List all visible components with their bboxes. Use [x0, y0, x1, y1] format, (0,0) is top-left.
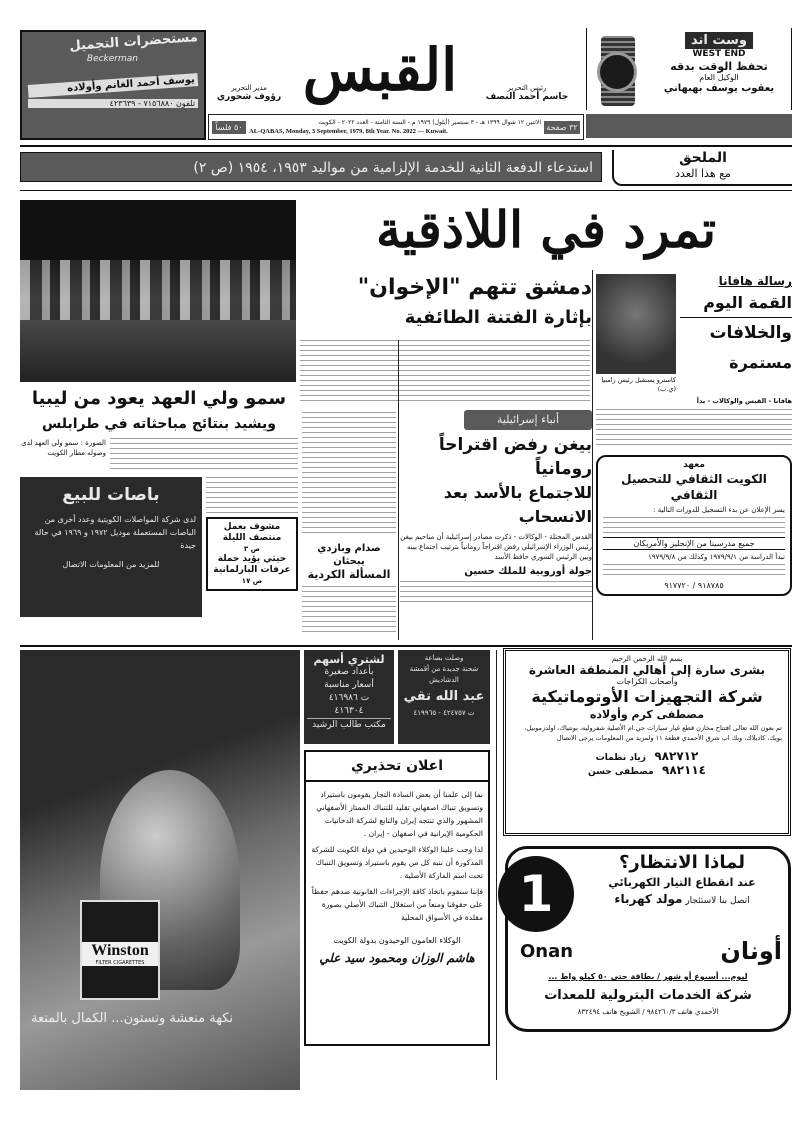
- agent-label: الوكيل العام: [699, 73, 739, 82]
- number-one-badge: 1: [498, 856, 574, 932]
- headline-line-1: صدام وبازدي يبحثان: [317, 543, 381, 567]
- ad-line-1: بأعداد صغيرة: [324, 667, 374, 677]
- begin-text: [400, 581, 592, 605]
- ad-line-1: عند انقطاع التيار الكهربائي: [608, 876, 756, 889]
- ad-teachers: جميع مدرسينا من الإنجليز والأمريكان: [603, 537, 785, 550]
- israel-news-tag: أنباء إسرائيلية: [464, 410, 592, 430]
- editor-in-chief-name: جاسم أحمد النصف: [485, 92, 569, 102]
- date-english: AL-QABAS, Monday, 3 September, 1979, 8th Year. No. 2022 — Kuwait.: [249, 128, 448, 135]
- ad-line-3: الدشاديش: [429, 676, 459, 684]
- index-page-2: ص ١٧: [241, 577, 263, 585]
- ad-phones: الأحمدي هاتف ٩٨٤٢٦٠/٣ / الشويخ هاتف ٨٣٢٤٩٤: [577, 1008, 719, 1016]
- cigarette-pack: [80, 900, 160, 1000]
- headline-line-3: مستمرة: [729, 353, 792, 372]
- ad-headline: مستحضرات التجميل: [69, 30, 199, 55]
- agent-name: يعقوب يوسف بهبهاني: [663, 83, 775, 94]
- ad-basmala: بسم الله الرحمن الرحيم: [611, 655, 683, 663]
- slogan: تحفظ الوقت بدقه: [670, 60, 768, 73]
- main-story-text: [300, 340, 590, 405]
- ad-body: لدى شركة المواصلات الكويتية وعدد أخرى من الباصات المستعملة موديل ١٩٧٢ و ١٩٦٩ في حالة جيدة: [34, 515, 196, 550]
- page-count-badge: ٣٢ صفحة: [544, 121, 580, 134]
- middle-column-text: [302, 412, 396, 537]
- havana-headline[interactable]: [680, 274, 792, 394]
- ad-contact: للمزيد من المعلومات الاتصال: [62, 560, 160, 569]
- headline-line-2: للاجتماع بالأسد بعد الانسحاب: [443, 483, 592, 526]
- left-column: [20, 385, 298, 617]
- supplement-box[interactable]: [612, 150, 792, 186]
- headline-line-2: والخلافات: [680, 317, 792, 348]
- ad-title: لماذا الانتظار؟: [618, 852, 746, 873]
- ad-phone-2: ٤١٦٣٠٤: [334, 706, 364, 716]
- phone-1: ٩٨٢٧١٢: [654, 749, 699, 763]
- brand-ar: وست اند: [685, 32, 753, 49]
- havana-text: [596, 409, 792, 449]
- ad-line-1: بشرى سارة إلى أهالي المنطقة العاشرة: [528, 663, 766, 677]
- ad-signature-label: الوكلاء العامون الوحيدون بدولة الكويت: [333, 936, 461, 945]
- ad-office: مكتب طالب الرشيد: [307, 718, 391, 732]
- editor-in-chief: [482, 84, 572, 102]
- index-item-1: مشوف بعمل منتصف الليلة: [222, 522, 282, 543]
- havana-dateline: هافانا - القبس والوكالات - بدأ: [696, 397, 792, 405]
- headline-line-2: بإثارة الفتنة الطائفية: [404, 307, 592, 328]
- index-item-2: حيثي يؤيد حملة عرفات البارلمانية: [213, 554, 291, 575]
- managing-editor-label: مدير التحرير: [231, 84, 267, 92]
- ad-intro: يسر الإعلان عن بدء التسجيل للدورات التالية :: [653, 506, 785, 514]
- headline-line-2: ويشيد بنتائج مباحثاته في طرابلس: [41, 416, 277, 432]
- ad-signature: هاشم الوزان ومحمود سيد علي: [319, 951, 475, 965]
- ad-line-1: وصلت بضاعة: [424, 654, 464, 662]
- ad-phones: ٩١٨٧٨٥ / ٩١٧٧٢٠: [664, 581, 724, 590]
- brand-ar: أونان: [720, 937, 782, 965]
- contact-1: زياد نظمات: [595, 753, 646, 763]
- headline-line-1: بيغن رفض اقتراحاً رومانياً: [438, 435, 592, 479]
- headline-line-1: دمشق تتهم "الإخوان": [357, 275, 592, 300]
- phone-2: ٩٨٢١١٤: [662, 763, 706, 777]
- officials-photo: [20, 200, 296, 382]
- begin-headline[interactable]: [400, 433, 592, 529]
- ad-title: الكويت الثقافي للتحصيل الثقافي: [621, 472, 767, 502]
- brand-en: Onan: [520, 940, 574, 962]
- ad-company: شركة الخدمات البترولية للمعدات: [544, 988, 752, 1003]
- main-headline[interactable]: تمرد في اللاذقية: [375, 200, 717, 259]
- ad-name: عبد الله تقي: [403, 689, 485, 704]
- saddam-story-text: [302, 586, 396, 636]
- headline-line-1: القمة اليوم: [703, 293, 792, 312]
- crown-prince-text-2: [206, 477, 298, 513]
- editor-in-chief-label: رئيس التحرير: [507, 84, 547, 92]
- kuwait-institute-ad[interactable]: [596, 455, 792, 596]
- ad-body-3: فإننا سنقوم باتخاذ كافة الإجراءات القانونية ضدهم حفظاً على حقوقنا ومنعاً من استغلال التنباك الأصلي بصورة مقلدة في الأسواق المحلية: [311, 887, 483, 922]
- ad-company: شركة التجهيزات الأوتوماتيكية: [531, 687, 763, 706]
- price-badge: ٥٠ فلساً: [212, 121, 246, 134]
- fabric-ad[interactable]: [398, 650, 490, 744]
- saddam-story-headline[interactable]: [302, 542, 396, 582]
- ad-body: تم بعون الله تعالى افتتاح مخازن قطع غيار سيارات جي.ام الأصلية شفروليه، بونتياك، اولدزموبيل، بويك، كاديلاك، وبك اب شرق الأحمدي قطعة ١١ ولمزيد من المعلومات يرجى الاتصال: [524, 724, 782, 742]
- index-box[interactable]: [206, 517, 298, 591]
- ad-body-1: نما إلى علمنا أن بعض السادة التجار يقومون باستيراد وتسويق تنباك اصفهاني تقليد للتنباك الممتاز الأصفهاني المشهور والذي تنتجه إيران والتابع لشركة الدخانيات الحكومية الإيرانية في اصفهان - إيران .: [316, 790, 483, 838]
- ad-phone: تلفون ٧١٥٦٨٨٠ - ٤٢٣٦٣٩: [28, 99, 198, 108]
- supplement-sub: مع هذا العدد: [675, 167, 731, 180]
- ad-owner: مصطفى كرم وأولاده: [589, 708, 705, 721]
- crown-prince-headline[interactable]: [20, 385, 298, 435]
- onan-brand-row: [520, 937, 782, 965]
- ad-company: يوسف أحمد الغانم وأولاده: [28, 73, 198, 98]
- damascus-headline[interactable]: [300, 272, 592, 332]
- kicker: رسالة هافانا: [718, 274, 792, 288]
- conscription-banner[interactable]: [20, 152, 602, 182]
- generator-ad-content: [578, 852, 786, 906]
- ad-product: مولد كهرباء: [614, 892, 683, 906]
- ad-line-2: اتصل بنا لاستئجار: [685, 896, 750, 906]
- shares-ad[interactable]: [304, 650, 394, 744]
- index-page-1: ص ٣: [243, 545, 261, 553]
- ad-terms: ليوم... أسبوع أو شهر / بطاقة حتى ٥٠ كيلو واط ...: [548, 972, 748, 981]
- managing-editor: [214, 84, 284, 102]
- winston-ad[interactable]: [20, 650, 300, 1090]
- ad-line-2: شحنة جديدة من أقمشة: [409, 665, 479, 673]
- automatic-equipment-ad[interactable]: [503, 648, 791, 836]
- buses-for-sale-ad[interactable]: [20, 477, 202, 617]
- castro-photo: [596, 274, 676, 374]
- ad-brand: Beckerman: [86, 54, 138, 64]
- right-column: [596, 274, 792, 596]
- date-band: [208, 114, 584, 140]
- brand: Winston: [82, 942, 158, 960]
- contact-2: مصطفى حسن: [588, 767, 654, 777]
- photo-caption: الصورة : سمو ولي العهد لدى وصوله مطار الكويت: [21, 439, 106, 457]
- ad-dates: تبدأ الدراسة من ١٩٧٩/٩/١ وكذلك من ١٩٧٩/٩/٨: [648, 553, 785, 561]
- king-hussein-tour: جولة أوروبية للملك حسين: [464, 566, 592, 577]
- ad-body-2: لذا وجب علينا الوكلاء الوحيدين في دولة الكويت للشركة المذكورة أن ننبه كل من يقوم باستيراد وتسويق التنباك تحت اسم الماركة الأصلية .: [311, 845, 483, 880]
- crown-prince-text: [110, 438, 298, 470]
- beckerman-ad[interactable]: [20, 30, 206, 140]
- ad-title: اعلان تحذيري: [306, 752, 488, 782]
- newspaper-logo: القبس: [302, 36, 458, 104]
- banner-text: استدعاء الدفعة الثانية للخدمة الإلزامية من مواليد ١٩٥٣، ١٩٥٤ (ص ٢): [193, 160, 593, 176]
- ad-kicker: معهد: [683, 460, 705, 470]
- headline-line-1: سمو ولي العهد يعود من ليبيا: [31, 388, 287, 409]
- brand-sub: FILTER CIGARETTES: [82, 960, 158, 966]
- ad-line-2: أسعار مناسبة: [324, 680, 374, 690]
- headline-line-2: المسألة الكردية: [307, 568, 391, 581]
- israel-story: [400, 410, 592, 605]
- ad-title: باصات للبيع: [62, 485, 160, 505]
- ad-phone: ت ٤٢٤٧٥٧ - ٤١٩٩٦٥: [413, 709, 475, 717]
- supplement-title: الملحق: [679, 150, 727, 166]
- ad-phone-1: ت ٤١٦٩٨٦: [328, 693, 370, 703]
- slogan: نكهة منعشة ونستون... الكمال بالمتعة: [31, 1011, 233, 1026]
- brand-en: WEST END: [692, 49, 746, 59]
- begin-lead: القدس المحتلة - الوكالات - ذكرت مصادر إسرائيلية أن مناحيم بيغن رئيس الوزراء الإسرائيلي رفض اقتراحاً رومانياً بترتيب اجتماع بينه وبين الرئيس السوري حافظ الأسد: [400, 533, 592, 561]
- west-end-strip: [586, 114, 792, 138]
- saddam-story: [302, 542, 396, 636]
- warning-ad[interactable]: [304, 750, 490, 1046]
- managing-editor-name: رؤوف شحوري: [216, 92, 282, 102]
- ad-line-2: وأصحاب الكراجات: [616, 677, 678, 686]
- date-arabic: الاثنين ١٢ شوال ١٣٩٩ هـ - ٣ سبتمبر (أيلول) ١٩٧٩ م - السنة الثامنة - العدد ٢٠٢٢ - الكويت: [318, 119, 541, 126]
- ad-title: لشتري أسهم: [313, 653, 385, 666]
- castro-caption: كاسترو يستقبل رئيس زامبيا (ي.ب): [601, 376, 676, 393]
- west-end-ad[interactable]: [586, 28, 792, 110]
